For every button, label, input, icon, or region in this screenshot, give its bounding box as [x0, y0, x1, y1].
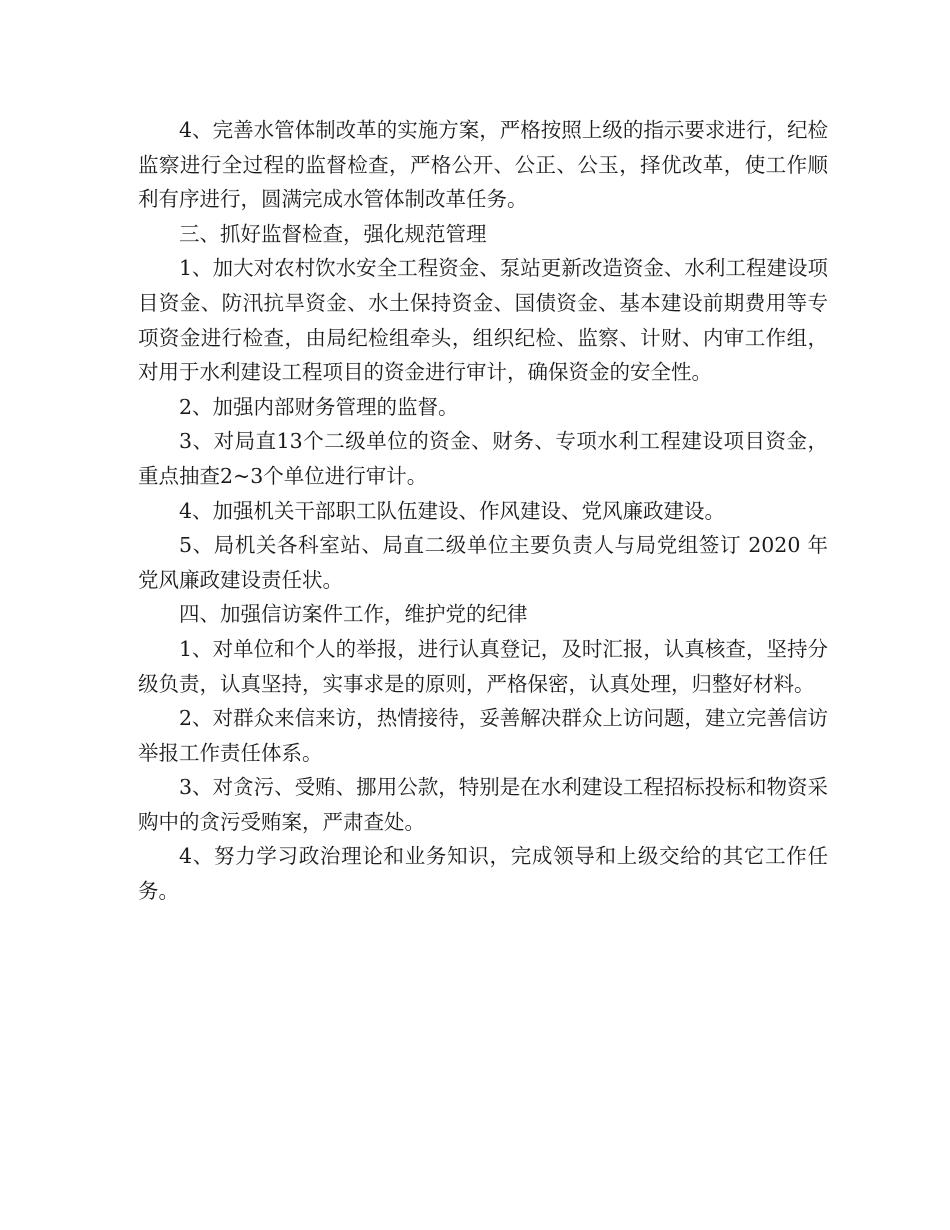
paragraph-report-handling: 1、对单位和个人的举报，进行认真登记，及时汇报，认真核查，坚持分级负责，认真坚持，实事求是的原则，严格保密，认真处理，归整好材料。 — [138, 636, 828, 696]
paragraph-study-tasks: 4、努力学习政治理论和业务知识，完成领导和上级交给的其它工作任务。 — [138, 844, 828, 904]
section-heading-petitions: 四、加强信访案件工作，维护党的纪律 — [179, 602, 528, 627]
paragraph-responsibility-contract: 5、局机关各科室站、局直二级单位主要负责人与局党组签订 2020 年党风廉政建设责任状。 — [138, 533, 828, 592]
paragraph-internal-finance: 2、加强内部财务管理的监督。 — [179, 394, 459, 419]
paragraph-unit-audit: 3、对局直13个二级单位的资金、财务、专项水利工程建设项目资金，重点抽查2~3个单位进行审计。 — [138, 429, 828, 488]
paragraph-team-building: 4、加强机关干部职工队伍建设、作风建设、党风廉政建设。 — [179, 498, 726, 523]
paragraph-public-visits: 2、对群众来信来访，热情接待，妥善解决群众上访问题，建立完善信访举报工作责任体系。 — [138, 706, 828, 765]
paragraph-water-reform-plan: 4、完善水管体制改革的实施方案，严格按照上级的指示要求进行，纪检监察进行全过程的监督检查，严格公开、公正、公玉，择优改革，使工作顺利有序进行，圆满完成水管体制改革任务。 — [138, 118, 828, 212]
paragraph-corruption-cases: 3、对贪污、受贿、挪用公款，特别是在水利建设工程招标投标和物资采购中的贪污受贿案，严肃查处。 — [138, 775, 828, 834]
section-heading-supervision: 三、抓好监督检查，强化规范管理 — [179, 221, 487, 246]
document-body — [138, 113, 828, 909]
paragraph-fund-inspection: 1、加大对农村饮水安全工程资金、泵站更新改造资金、水利工程建设项目资金、防汛抗旱资金、水土保持资金、国债资金、基本建设前期费用等专项资金进行检查，由局纪检组牵头，组织纪检、监察、计财、内审工作组，对用于水利建设工程项目的资金进行审计，确保资金的安全性。 — [138, 256, 828, 385]
